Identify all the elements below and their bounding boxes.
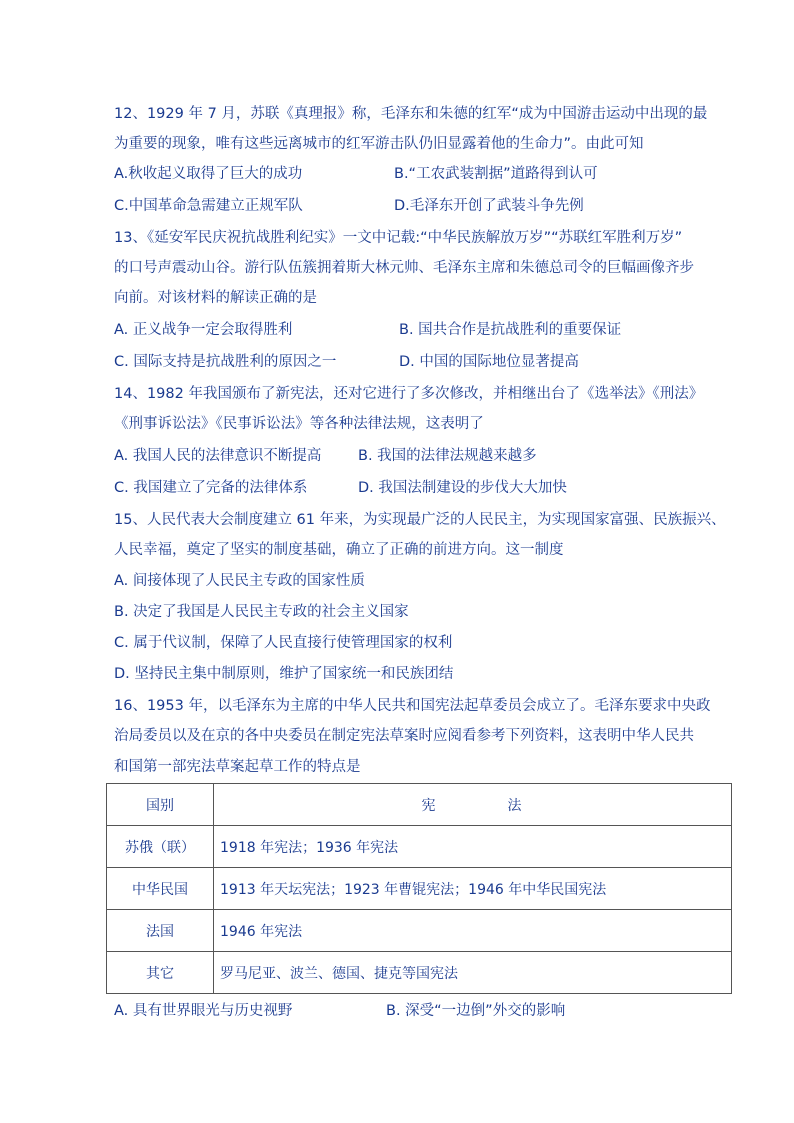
q14-stem-line2: 《刑事诉讼法》《民事诉讼法》等各种法律法规，这表明了 [114,416,484,432]
q14-option-a[interactable]: A. 我国人民的法律意识不断提高 [114,448,322,464]
header-constitution [214,784,732,826]
q15-option-a[interactable]: A. 间接体现了人民民主专政的国家性质 [114,573,365,589]
table-row [107,868,732,910]
q15-option-b[interactable]: B. 决定了我国是人民民主专政的社会主义国家 [114,604,409,620]
row-constitution: 罗马尼亚、波兰、德国、捷克等国宪法 [214,952,732,994]
table-header-row [107,784,732,826]
q15-stem-line2: 人民幸福，奠定了坚实的制度基础，确立了正确的前进方向。这一制度 [114,542,564,558]
q14-option-c[interactable]: C. 我国建立了完备的法律体系 [114,480,308,496]
q15-stem-line1: 15、人民代表大会制度建立 61 年来，为实现最广泛的人民民主，为实现国家富强、民族振兴、 [114,512,726,528]
q16-stem-line1: 16、1953 年，以毛泽东为主席的中华人民共和国宪法起草委员会成立了。毛泽东要求中央政 [114,698,711,714]
table-row [107,826,732,868]
q15-option-c[interactable]: C. 属于代议制，保障了人民直接行使管理国家的权利 [114,635,453,651]
q16-option-a[interactable]: A. 具有世界眼光与历史视野 [114,1003,293,1019]
row-country: 苏俄（联） [107,826,214,868]
row-country: 法国 [107,910,214,952]
header-const-char2: 法 [507,797,524,814]
q13-option-b[interactable]: B. 国共合作是抗战胜利的重要保证 [399,322,622,338]
q12-option-c[interactable]: C.中国革命急需建立正规军队 [114,198,303,214]
q16-stem-line2: 治局委员以及在京的各中央委员在制定宪法草案时应阅看参考下列资料，这表明中华人民共 [114,728,694,744]
q15-option-d[interactable]: D. 坚持民主集中制原则，维护了国家统一和民族团结 [114,666,454,682]
q13-stem-line2: 的口号声震动山谷。游行队伍簇拥着斯大林元帅、毛泽东主席和朱德总司令的巨幅画像齐步 [114,260,694,276]
q13-option-c[interactable]: C. 国际支持是抗战胜利的原因之一 [114,354,337,370]
constitution-reference-table [106,783,732,994]
q16-stem-line3: 和国第一部宪法草案起草工作的特点是 [114,759,361,775]
row-country: 中华民国 [107,868,214,910]
q12-option-d[interactable]: D.毛泽东开创了武装斗争先例 [394,198,584,214]
q12-option-b[interactable]: B.“工农武装割据”道路得到认可 [394,166,598,182]
q14-option-b[interactable]: B. 我国的法律法规越来越多 [358,448,537,464]
q12-stem-line1: 12、1929 年 7 月，苏联《真理报》称，毛泽东和朱德的红军“成为中国游击运动中出现的最 [114,106,708,122]
q14-option-d[interactable]: D. 我国法制建设的步伐大大加快 [358,480,567,496]
row-constitution: 1946 年宪法 [214,910,732,952]
q12-option-a[interactable]: A.秋收起义取得了巨大的成功 [114,166,303,182]
q13-stem-line3: 向前。对该材料的解读正确的是 [114,290,317,306]
table-row [107,952,732,994]
row-constitution: 1918 年宪法；1936 年宪法 [214,826,732,868]
q14-stem-line1: 14、1982 年我国颁布了新宪法，还对它进行了多次修改，并相继出台了《选举法》《刑法》 [114,386,704,402]
q13-option-d[interactable]: D. 中国的国际地位显著提高 [399,354,579,370]
table-row [107,910,732,952]
q13-stem-line1: 13、《延安军民庆祝抗战胜利纪实》一文中记载:“中华民族解放万岁”“苏联红军胜利万岁” [114,230,683,246]
q16-option-b[interactable]: B. 深受“一边倒”外交的影响 [386,1003,566,1019]
q12-stem-line2: 为重要的现象，唯有这些远离城市的红军游击队仍旧显露着他的生命力”。由此可知 [114,136,644,152]
row-constitution: 1913 年天坛宪法；1923 年曹锟宪法；1946 年中华民国宪法 [214,868,732,910]
row-country: 其它 [107,952,214,994]
q13-option-a[interactable]: A. 正义战争一定会取得胜利 [114,322,293,338]
header-country: 国别 [107,784,214,826]
header-const-char1: 宪 [421,797,438,814]
